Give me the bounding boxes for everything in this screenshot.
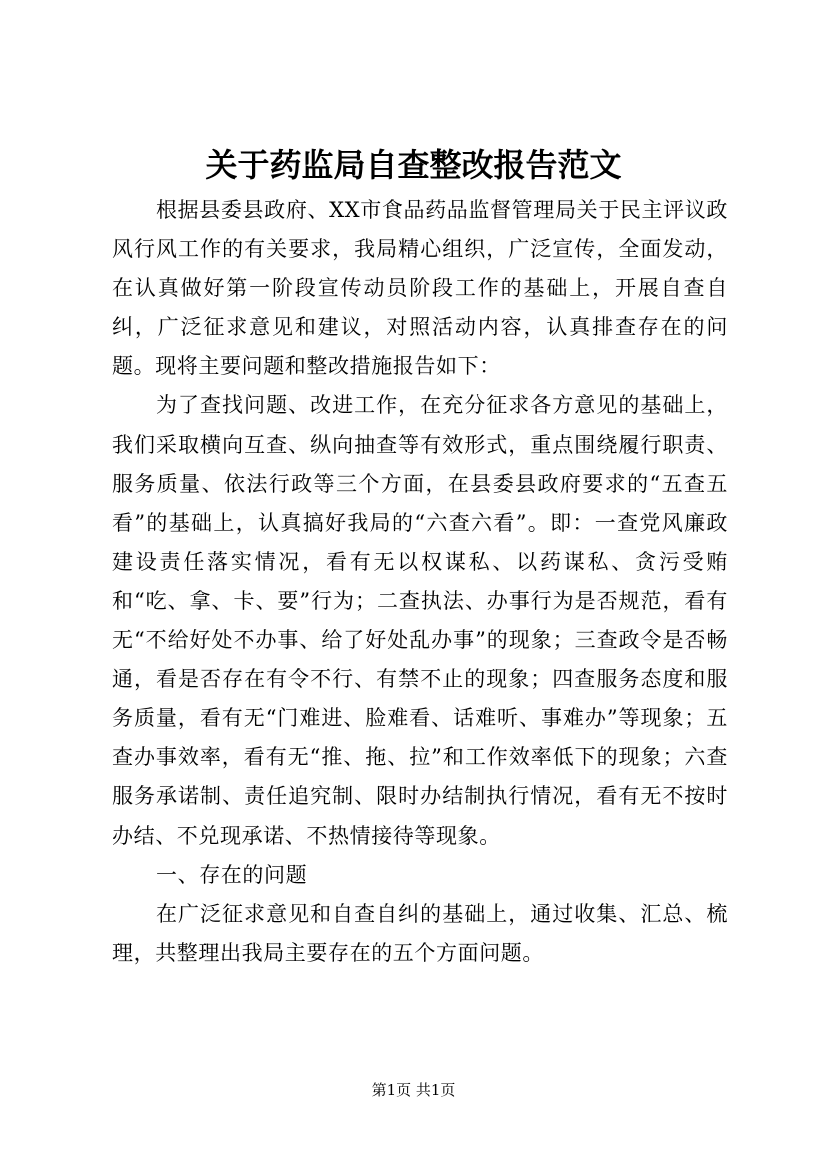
paragraph-intro: 根据县委县政府、XX市食品药品监督管理局关于民主评议政风行风工作的有关要求，我局精心组织，广泛宣传，全面发动，在认真做好第一阶段宣传动员阶段工作的基础上，开展自查自纠，广泛征求意见和建议，对照活动内容，认真排查存在的问题。现将主要问题和整改措施报告如下： (112, 198, 728, 379)
document-title: 关于药监局自查整改报告范文 (205, 146, 622, 184)
document-body (112, 191, 728, 973)
paragraph-six-checks: 为了查找问题、改进工作，在充分征求各方意见的基础上，我们采取横向互查、纵向抽查等有效形式，重点围绕履行职责、服务质量、依法行政等三个方面，在县委县政府要求的“五查五看”的基础上，认真搞好我局的“六查六看”。即：一查党风廉政建设责任落实情况，看有无以权谋私、以药谋私、贪污受贿和“吃、拿、卡、要”行为；二查执法、办事行为是否规范，看有无“不给好处不办事、给了好处乱办事”的现象；三查政令是否畅通，看是否存在有令不行、有禁不止的现象；四查服务态度和服务质量，看有无“门难进、脸难看、话难听、事难办”等现象；五查办事效率，看有无“推、拖、拉”和工作效率低下的现象；六查服务承诺制、责任追究制、限时办结制执行情况，看有无不按时办结、不兑现承诺、不热情接待等现象。 (112, 393, 728, 848)
paragraph-problems-summary: 在广泛征求意见和自查自纠的基础上，通过收集、汇总、梳理，共整理出我局主要存在的五个方面问题。 (112, 901, 728, 965)
page-number-footer: 第1页 共1页 (371, 1081, 456, 1099)
section-heading-problems: 一、存在的问题 (156, 862, 308, 887)
